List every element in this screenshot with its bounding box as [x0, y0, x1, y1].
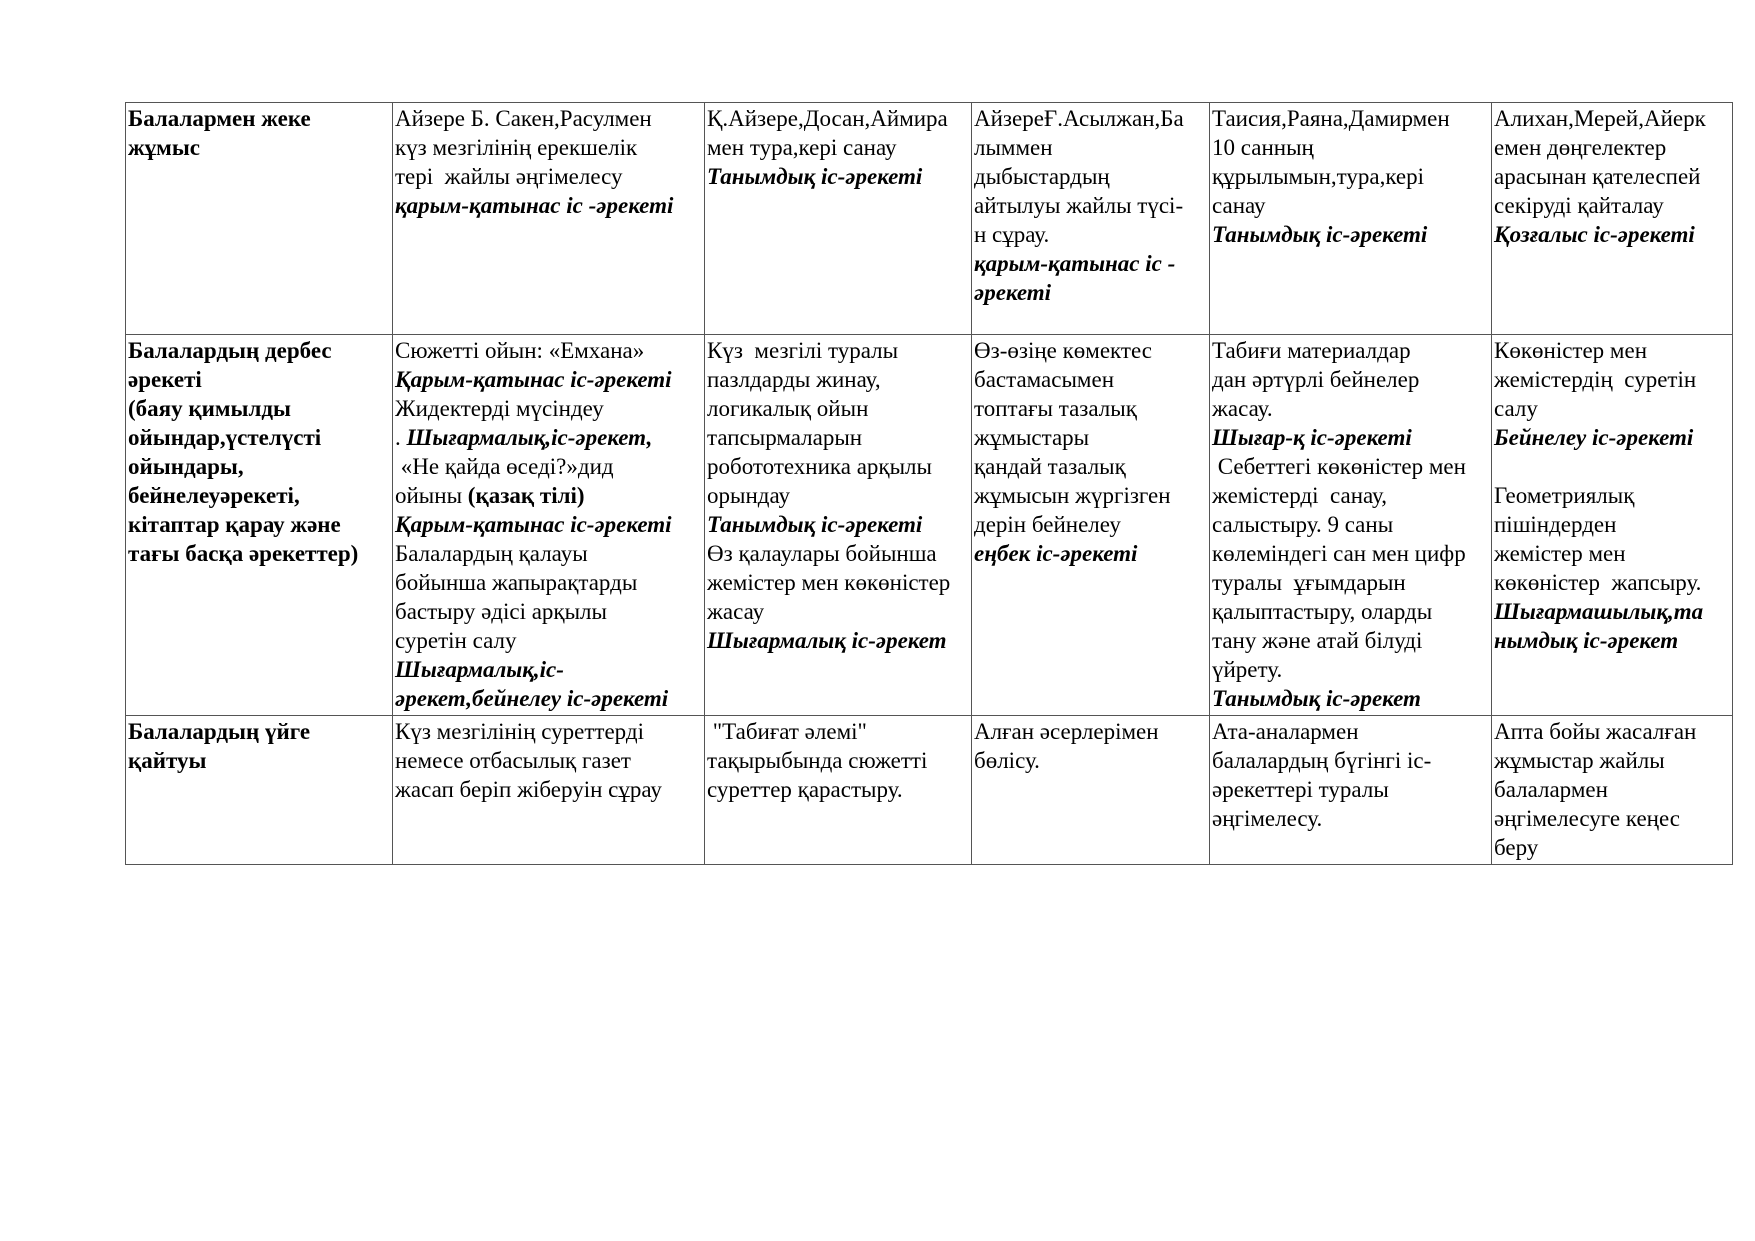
cell-text-line: жемістердің суретін — [1494, 367, 1697, 392]
cell-text-line: үйрету. — [1212, 657, 1283, 682]
cell-text-line: арасынан қателеспей — [1494, 164, 1701, 189]
cell-text-line: жемістерді санау, — [1212, 483, 1387, 508]
cell-text-line: бойынша жапырақтарды — [395, 570, 638, 595]
cell-text-line: суреттер қарастыру. — [707, 777, 903, 802]
cell-text-line: мен тура,кері санау — [707, 135, 897, 160]
table-row — [126, 103, 1733, 335]
cell-text-line: әңгімелесу. — [1212, 806, 1323, 831]
cell-text-line: Қ.Айзере,Досан,Аймира — [707, 106, 948, 131]
cell-text-line: қандай тазалық — [974, 454, 1126, 479]
cell-text-line: Қозғалыс іс-әрекеті — [1494, 222, 1695, 247]
cell-text-line: жасау. — [1212, 396, 1273, 421]
cell-text-line — [1494, 452, 1730, 481]
cell-text-line: Қарым-қатынас іс-әрекеті — [395, 512, 672, 537]
table-cell — [705, 103, 972, 335]
cell-text-line: Сюжетті ойын: «Емхана» — [395, 338, 645, 363]
table-cell — [972, 716, 1210, 865]
cell-text-line: жемістер мен — [1494, 541, 1626, 566]
cell-text-line: Қарым-қатынас іс-әрекеті — [395, 367, 672, 392]
table-row — [126, 716, 1733, 865]
cell-text-line: бөлісу. — [974, 748, 1040, 773]
cell-text-line: айтылуы жайлы түсі- — [974, 193, 1184, 218]
cell-text-line: Шығар-қ іс-әрекеті — [1212, 425, 1412, 450]
cell-text-line: 10 санның — [1212, 135, 1314, 160]
row-header-cell — [126, 103, 393, 335]
cell-text-line: әңгімелесуге кеңес — [1494, 806, 1680, 831]
cell-text-line: Таисия,Раяна,Дамирмен — [1212, 106, 1450, 131]
cell-text-line: әрекет,бейнелеу іс-әрекеті — [395, 686, 669, 711]
cell-text-line: көкөністер жапсыру. — [1494, 570, 1702, 595]
cell-text-line: Себеттегі көкөністер мен — [1212, 454, 1466, 479]
cell-text-line: құрылымын,тура,кері — [1212, 164, 1425, 189]
cell-text-line: Өз-өзіңе көмектес — [974, 338, 1152, 363]
cell-text-fragment: . — [395, 425, 407, 450]
cell-text-line: салыстыру. 9 саны — [1212, 512, 1394, 537]
cell-text-line: орындау — [707, 483, 791, 508]
cell-text-line: Танымдық іс-әрекеті — [707, 512, 923, 537]
cell-text-line: робототехника арқылы — [707, 454, 932, 479]
cell-text-line: дерін бейнелеу — [974, 512, 1121, 537]
cell-text-line: логикалық ойын — [707, 396, 869, 421]
cell-text-line: Көкөністер мен — [1494, 338, 1648, 363]
cell-text-line — [395, 481, 702, 510]
cell-text-line: салу — [1494, 396, 1538, 421]
cell-text-line: "Табиғат әлемі" — [707, 719, 867, 744]
cell-text-line: тану және атай білуді — [1212, 628, 1423, 653]
cell-text-line: нымдық іс-әрекет — [1494, 628, 1679, 653]
cell-text-line: Алихан,Мерей,Айерк — [1494, 106, 1706, 131]
cell-text-line: Айзере Б. Сакен,Расулмен — [395, 106, 652, 131]
table-cell — [705, 716, 972, 865]
cell-text-line: Жидектерді мүсіндеу — [395, 396, 604, 421]
table-cell — [1210, 716, 1492, 865]
cell-text-line: тапсырмаларын — [707, 425, 863, 450]
row-header-line: Балалардың үйге — [128, 719, 311, 744]
table-cell — [393, 335, 705, 716]
row-header-line: ойындары, — [128, 454, 244, 479]
cell-text-line: Алған әсерлерімен — [974, 719, 1159, 744]
cell-text-line: балалармен — [1494, 777, 1608, 802]
cell-text-line: бастыру әдісі арқылы — [395, 599, 607, 624]
cell-text-line: әрекеті — [974, 280, 1052, 305]
cell-text-line: немесе отбасылық газет — [395, 748, 631, 773]
cell-text-line: жұмыстары — [974, 425, 1090, 450]
cell-text-line: еңбек іс-әрекеті — [974, 541, 1138, 566]
daily-plan-table — [125, 102, 1733, 865]
cell-text-line: қарым-қатынас іс - — [974, 251, 1176, 276]
cell-text-line: Апта бойы жасалған — [1494, 719, 1697, 744]
row-header-line: әрекеті — [128, 367, 202, 392]
cell-text-line: жасау — [707, 599, 765, 624]
cell-text-line: АйзереҒ.Асылжан,Ба — [974, 106, 1184, 131]
cell-text-line: топтағы тазалық — [974, 396, 1137, 421]
cell-text-line: емен дөңгелектер — [1494, 135, 1667, 160]
cell-text-line: н сұрау. — [974, 222, 1050, 247]
cell-text-line: лыммен — [974, 135, 1053, 160]
row-header-line: ойындар,үстелүсті — [128, 425, 322, 450]
table-cell — [1492, 335, 1733, 716]
cell-text-line: Балалардың қалауы — [395, 541, 588, 566]
cell-text-fragment: Шығармалық,іс-әрекет, — [406, 425, 653, 450]
table-cell — [1492, 716, 1733, 865]
cell-text-line: қалыптастыру, оларды — [1212, 599, 1433, 624]
row-header-line: қайтуы — [128, 748, 207, 773]
cell-text-line: тақырыбында сюжетті — [707, 748, 928, 773]
cell-text-line: жемістер мен көкөністер — [707, 570, 951, 595]
cell-text-fragment: ойыны — [395, 483, 468, 508]
cell-text-line: дан әртүрлі бейнелер — [1212, 367, 1420, 392]
cell-text-fragment: (қазақ тілі) — [467, 483, 585, 508]
cell-text-line: балалардың бүгінгі іс- — [1212, 748, 1432, 773]
cell-text-line: Шығармалық іс-әрекет — [707, 628, 947, 653]
cell-text-line: Табиғи материалдар — [1212, 338, 1411, 363]
cell-text-line: бастамасымен — [974, 367, 1114, 392]
cell-text-line: Танымдық іс-әрекеті — [1212, 222, 1428, 247]
cell-text-line: Бейнелеу іс-әрекеті — [1494, 425, 1694, 450]
cell-text-line — [395, 423, 702, 452]
cell-text-line: күз мезгілінің ерекшелік — [395, 135, 638, 160]
table-cell — [1210, 335, 1492, 716]
row-header-line: Балалармен жеке — [128, 106, 311, 131]
cell-text-line: секіруді қайталау — [1494, 193, 1664, 218]
cell-text-line: санау — [1212, 193, 1266, 218]
cell-text-line: пазлдарды жинау, — [707, 367, 881, 392]
cell-text-line: Шығармашылық,та — [1494, 599, 1704, 624]
cell-text-line: Шығармалық,іс- — [395, 657, 564, 682]
row-header-cell — [126, 716, 393, 865]
cell-text-line: жасап беріп жіберуін сұрау — [395, 777, 662, 802]
cell-text-line: «Не қайда өседі?»дид — [395, 454, 614, 479]
row-header-line: жұмыс — [128, 135, 201, 160]
table-row — [126, 335, 1733, 716]
cell-text-line: қарым-қатынас іс -әрекеті — [395, 193, 674, 218]
table-cell — [1210, 103, 1492, 335]
cell-text-line: жұмыстар жайлы — [1494, 748, 1665, 773]
table-cell — [972, 335, 1210, 716]
cell-text-line: суретін салу — [395, 628, 517, 653]
cell-text-line: беру — [1494, 835, 1539, 860]
cell-text-line: көлеміндегі сан мен цифр — [1212, 541, 1466, 566]
cell-text-line: Өз қалаулары бойынша — [707, 541, 937, 566]
cell-text-line: Күз мезгілінің суреттерді — [395, 719, 644, 744]
cell-text-line: Ата-аналармен — [1212, 719, 1359, 744]
cell-text-line: Геометриялық — [1494, 483, 1635, 508]
row-header-cell — [126, 335, 393, 716]
table-cell — [972, 103, 1210, 335]
cell-text-line: пішіндерден — [1494, 512, 1617, 537]
table-cell — [393, 103, 705, 335]
table-cell — [393, 716, 705, 865]
cell-text-line: Танымдық іс-әрекеті — [707, 164, 923, 189]
cell-text-line: жұмысын жүргізген — [974, 483, 1171, 508]
table-cell — [705, 335, 972, 716]
cell-text-line: туралы ұғымдарын — [1212, 570, 1406, 595]
row-header-line: кітаптар қарау және — [128, 512, 341, 537]
table-cell — [1492, 103, 1733, 335]
row-header-line: Балалардың дербес — [128, 338, 332, 363]
row-header-line: (баяу қимылды — [128, 396, 291, 421]
row-header-line: тағы басқа әрекеттер) — [128, 541, 359, 566]
cell-text-line: дыбыстардың — [974, 164, 1110, 189]
row-header-line: бейнелеуәрекеті, — [128, 483, 300, 508]
cell-text-line: Күз мезгілі туралы — [707, 338, 899, 363]
cell-text-line: әрекеттері туралы — [1212, 777, 1389, 802]
cell-text-line: Танымдық іс-әрекет — [1212, 686, 1421, 711]
cell-text-line: тері жайлы әңгімелесу — [395, 164, 623, 189]
